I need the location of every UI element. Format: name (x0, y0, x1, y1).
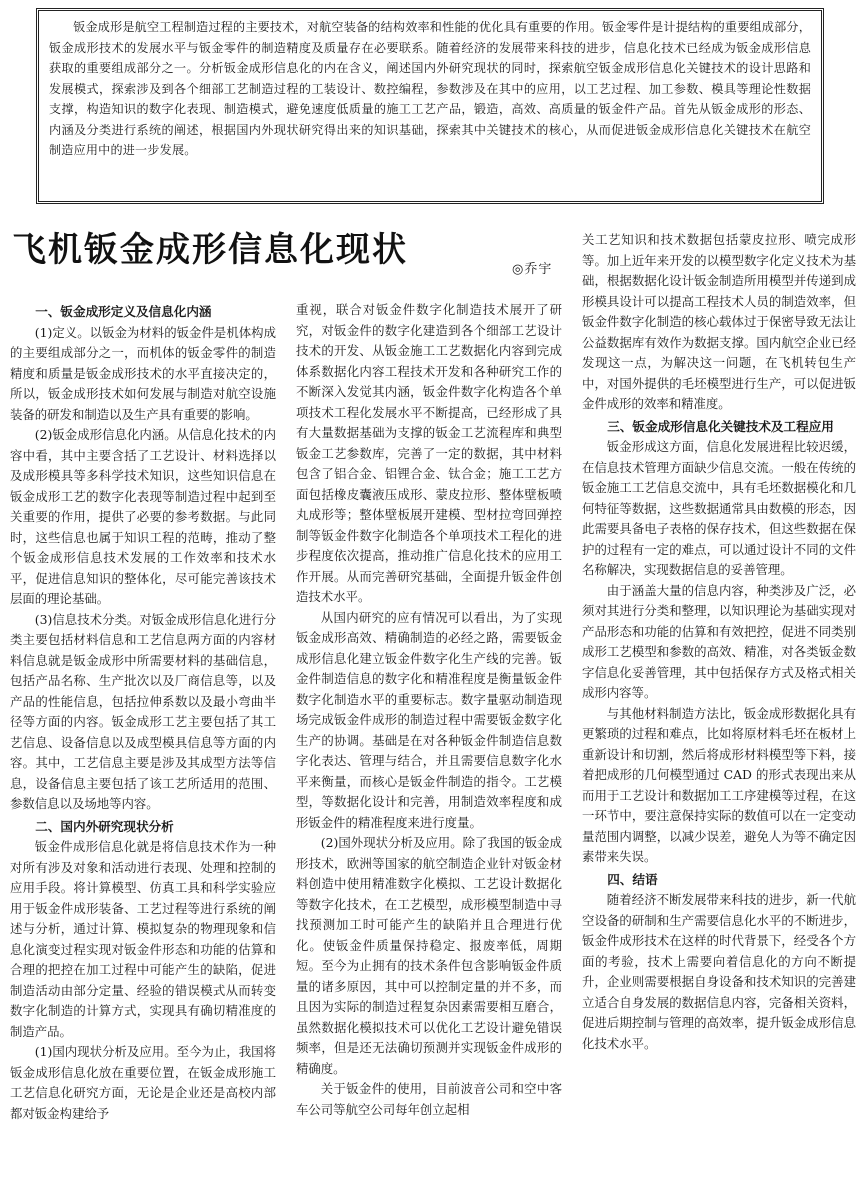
column-1 (10, 300, 276, 1190)
paragraph: 关于钣金件的使用，目前波音公司和空中客车公司等航空公司每年创立起相 (296, 1081, 562, 1117)
paragraph: (3)信息技术分类。对钣金成形信息化进行分类主要包括材料信息和工艺信息两方面的内容材料信息就是钣金成形中所需要材料的基础信息，包括产品名称、生产批次以及厂商信息等，以及产品的性能信息，包括拉伸系数以及最小弯曲半径等方面的内容。钣金成形工艺主要包括了其工艺信息、设备信息以及成型模具信息等方面的内容。其中，工艺信息主要是涉及其成型方法等信息，设备信息主要包括了该工艺所适用的范围、参数信息以及场地等内容。 (10, 611, 276, 811)
paragraph: 由于涵盖大量的信息内容，种类涉及广泛，必须对其进行分类和整理，以知识理论为基础实现对产品形态和功能的估算和有效把控，促进不同类别成形工艺模型和参数的高效、精准，对各类钣金数字信息化妥善管理，其中包括保存方式及格式相关成形内容等。 (582, 582, 856, 700)
paragraph: 从国内研究的应有情况可以看出，为了实现钣金成形高效、精确制造的必经之路，需要钣金成形信息化建立钣金件数字化生产线的完善。钣金件制造信息的数字化和精准程度是衡量钣金件数字化制造水平的重要标志。数字量驱动制造现场完成钣金件成形的制造过程中需要钣金数字化生产的协调。基础是在对各种钣金件制造信息数字化表达、管理与结合，并且需要信息数字化水平来衡量，而核心是钣金件制造的指令。工艺模型，等数据化设计和完善，用制造效率程度和成形钣金件的精准程度来进行度量。 (296, 609, 562, 830)
paragraph: 随着经济不断发展带来科技的进步，新一代航空设备的研制和生产需要信息化水平的不断进步，钣金件成形技术在这样的时代背景下，经受各个方面的考验，技术上需要向着信息化的方向不断提升，企业则需要根据自身设备和技术知识的完善建立适合自身发展的数据信息内容，完备相关资料，促进后期控制与管理的高效率，提升钣金成形信息化技术水平。 (582, 892, 856, 1051)
paragraph: (2)国外现状分析及应用。除了我国的钣金成形技术，欧洲等国家的航空制造企业针对钣金材料创造中使用精准数字化模拟、工艺设计数据化等数字化技术，在工艺模型，成形模型制造中寻找预测加工时可能产生的缺陷并且合理进行优化。使钣金件质量保持稳定、报废率低，周期短。至今为止拥有的技术条件包含影响钣金件质量的诸多原因，其中可以控制定量的并不多，而且因为实际的制造过程复杂因素需要相互磨合，虽然数据化模拟技术可以优化工艺设计避免错误频率，但是还无法确切预测并实现钣金件成形的精确度。 (296, 835, 562, 1076)
paragraph: 钣金形成这方面，信息化发展进程比较迟缓，在信息技术管理方面缺少信息交流。一般在传统的钣金施工工艺信息交流中，具有毛坯数据模化和几何特征等数据，这些数据通常具由数模的形态，因此需要具备电子表格的保存技术，但这些数据在保护的过程有一定的难点，可以通过设计不同的文件名称解决，实现数据信息的妥善管理。 (582, 439, 856, 577)
section-heading-1: 一、钣金成形定义及信息化内涵 (35, 304, 212, 319)
paragraph: 与其他材料制造方法比，钣金成形数据化具有更繁琐的过程和难点，比如将原材料毛坯在板材上重新设计和切割，然后将成形材料模型等下料，接着把成形的几何模型通过 CAD 的形式表现出来从而用于工艺设计和数据加工工序建模等过程，在这一环节中，要注意保持实际的数值可以在一定变动量范围内调整，以减少误差，避免人为等不确定因素带来失误。 (582, 705, 856, 864)
section-heading-4: 四、结语 (607, 871, 658, 887)
section-heading-3: 三、钣金成形信息化关键技术及工程应用 (607, 418, 834, 434)
paragraph: (1)定义。以钣金为材料的钣金件是机体构成的主要组成部分之一，而机体的钣金零件的制造精度和质量是钣金成形技术的水平直接决定的，所以，钣金成形技术如何发展与制造对航空设施装备的研发和制造以及生产具有重要的影响。 (10, 324, 276, 422)
author-byline: ◎乔宇 (512, 262, 553, 277)
paragraph: (1)国内现状分析及应用。至今为止，我国将钣金成形信息化放在重要位置，在钣金成形施工工艺信息化研究方面，无论是企业还是高校内部都对钣金构建给予 (10, 1044, 276, 1121)
paragraph: (2)钣金成形信息化内涵。从信息化技术的内容中看，其中主要含括了工艺设计、材料选择以及成形模具等多科学技术知识，这些知识信息在钣金成形工艺的数字化表现等制造过程中起到至关重要的作用，提供了必要的参考数据。与此同时，这些信息也属于知识工程的范畴，推动了整个钣金成形信息技术发展的工作效率和技术水平，促进信息知识的整体化，尽可能完善该技术层面的理论基础。 (10, 427, 276, 606)
paragraph-continued: 关工艺知识和技术数据包括蒙皮拉形、喷完成形等。加上近年来开发的以模型数字化定义技术为基础，根据数据化设计钣金制造所用模型并传递到成形模具设计可以提高工程技术人员的制造效率，但钣金件数字化制造的核心载体过于保密导致无法让公益数据库有效作为数据支撑。国内航空企业已经发现这一点，为解决这一问题，在飞机转包生产中，对国外提供的毛坯模型进行生产，可以促进钣金件成形的效率和精准度。 (582, 232, 856, 411)
column-3 (582, 230, 856, 1190)
abstract-box (36, 8, 824, 204)
paragraph: 钣金件成形信息化就是将信息技术作为一种对所有涉及对象和活动进行表现、处理和控制的应用手段。将计算模型、仿真工具和科学实验应用于钣金件成形装备、工艺过程等进行系统的阐述与分析，通过计算、模拟复杂的物理现象和信息化演变过程实现对钣金件形态和功能的估算和合理的把控在加工过程中可能产生的缺陷，促进制造活动由部分定量、经验的错误模式从而转变数字化制造的计算方式，实现具有确切精准度的制造产品。 (10, 839, 276, 1039)
column-2 (296, 300, 562, 1190)
abstract-text: 钣金成形是航空工程制造过程的主要技术，对航空装备的结构效率和性能的优化具有重要的作用。钣金零件是计提结构的重要组成部分，钣金成形技术的发展水平与钣金零件的制造精度及质量存在必要联系。随着经济的发展带来科技的进步，信息化技术已经成为钣金成形信息获取的重要组成部分之一。分析钣金成形信息化的内在含义，阐述国内外研究现状的同时，探索航空钣金成形信息化关键技术的设计思路和发展模式，探索涉及到各个细部工艺制造过程的工装设计、数控编程，参数涉及在其中的应用，以工艺过程、加工参数、模具等理论性数据支撑，构造知识的数字化表现、制造模式，避免速度低质量的施工工艺产品，锻造，高效、高质量的钣金件产品。首先从钣金成形的形态、内涵及分类进行系统的阐述，根据国内外现状研究得出来的知识基础，探索其中关键技术的核心，从而促进钣金成形信息化关键技术在航空制造应用中的进一步发展。 (49, 20, 811, 157)
paragraph-continued: 重视，联合对钣金件数字化制造技术展开了研究，对钣金件的数字化建造到各个细部工艺设计技术的开发、从钣金施工工艺数据化内容到完成体系数据化内容工程技术开发和各种研究工作的不断深入发觉其内涵，钣金件数字化构造各个单项技术工程化发展水平不断提高，已经形成了具有大量数据基础为支撑的钣金工艺流程库和典型钣金工艺参数库，完善了一定的数据，其中材料包含了铝合金、铝锂合金、钛合金；施工工艺方面包括橡皮囊液压成形、蒙皮拉形、整体壁板喷丸成形等；整体壁板展开建模、型材拉弯回弹控制等钣金件数字化制造各个单项技术工程化的进步程度依次提高，推动推广信息化技术的应用工作开展。从而完善研究基础，全面提升钣金件创造技术水平。 (296, 302, 562, 604)
article-title: 飞机钣金成形信息化现状 (12, 230, 408, 270)
section-heading-2: 二、国内外研究现状分析 (35, 818, 174, 834)
